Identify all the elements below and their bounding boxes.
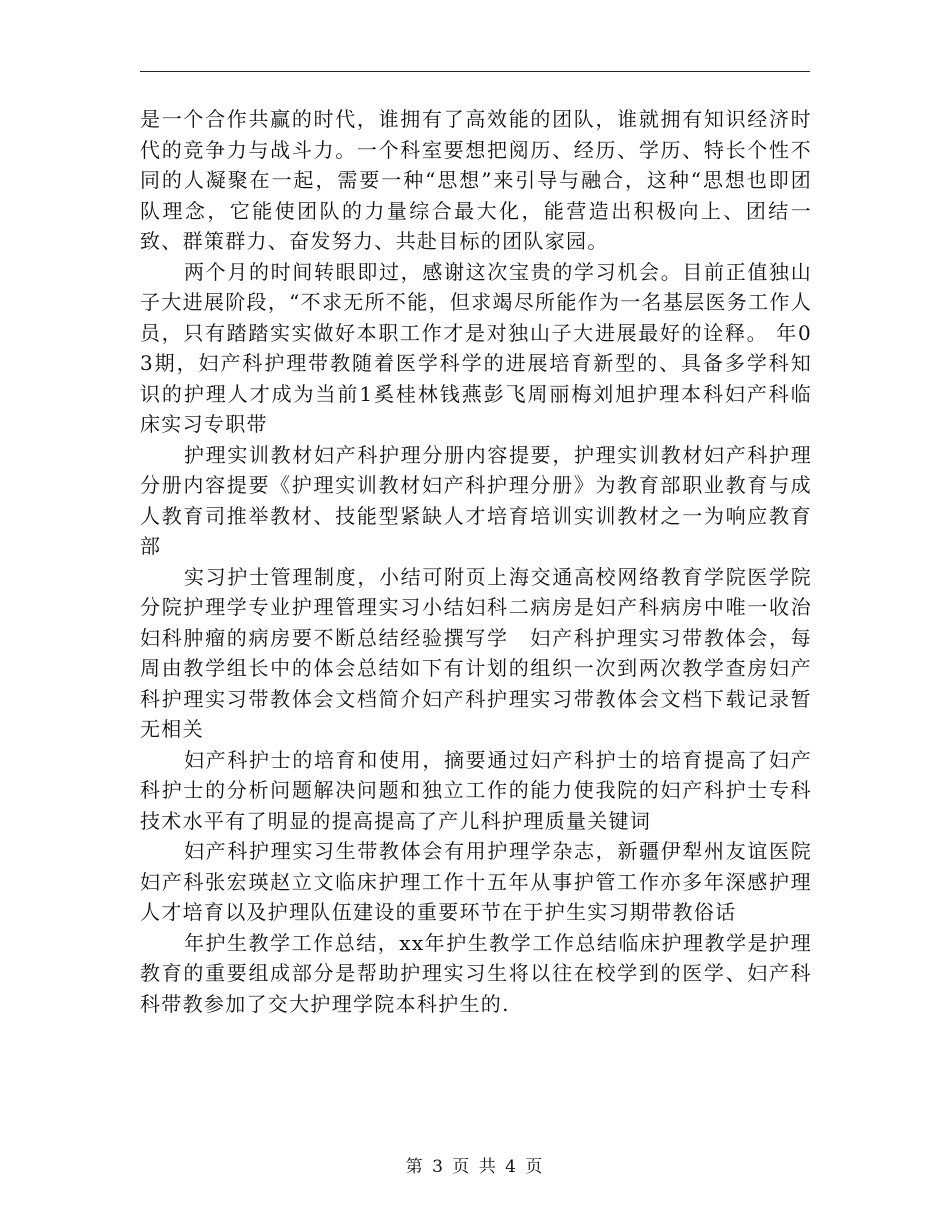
- paragraph: 妇产科护理实习生带教体会有用护理学杂志，新疆伊犁州友谊医院妇产科张宏瑛赵立文临床护理工作十五年从事护管工作亦多年深感护理人才培育以及护理队伍建设的重要环节在于护生实习期带教俗话: [140, 839, 812, 924]
- document-body: [140, 104, 812, 1019]
- paragraph: 两个月的时间转眼即过，感谢这次宝贵的学习机会。目前正值独山子大进展阶段，“不求无所不能，但求竭尽所能作为一名基层医务工作人员，只有踏踏实实做好本职工作才是对独山子大进展最好的诠释。 年03期，妇产科护理带教随着医学科学的进展培育新型的、具备多学科知识的护理人才成为当前1奚桂林钱燕彭飞周丽梅刘旭护理本科妇产科临床实习专职带: [140, 259, 812, 436]
- page-number: 第 3 页 共 4 页: [405, 1157, 545, 1177]
- header-divider: [140, 71, 810, 72]
- paragraph: 年护生教学工作总结，xx年护生教学工作总结临床护理教学是护理教育的重要组成部分是帮助护理实习生将以往在校学到的医学、妇产科科带教参加了交大护理学院本科护生的.: [140, 930, 812, 1016]
- paragraph: 实习护士管理制度，小结可附页上海交通高校网络教育学院医学院分院护理学专业护理管理实习小结妇科二病房是妇产科病房中唯一收治妇科肿瘤的病房要不断总结经验撰写学 妇产科护理实习带教体会，每周由教学组长中的体会总结如下有计划的组织一次到两次教学查房妇产科护理实习带教体会文档简介妇产科护理实习带教体会文档下载记录暂无相关: [140, 564, 812, 741]
- paragraph: 是一个合作共赢的时代，谁拥有了高效能的团队，谁就拥有知识经济时代的竞争力与战斗力。一个科室要想把阅历、经历、学历、特长个性不同的人凝聚在一起，需要一种“思想”来引导与融合，这种“思想也即团队理念，它能使团队的力量综合最大化，能营造出积极向上、团结一致、群策群力、奋发努力、共赴目标的团队家园。: [140, 107, 812, 253]
- paragraph: 护理实训教材妇产科护理分册内容提要，护理实训教材妇产科护理分册内容提要《护理实训教材妇产科护理分册》为教育部职业教育与成人教育司推举教材、技能型紧缺人才培育培训实训教材之一为响应教育部: [140, 442, 812, 558]
- paragraph: 妇产科护士的培育和使用，摘要通过妇产科护士的培育提高了妇产科护士的分析问题解决问题和独立工作的能力使我院的妇产科护士专科技术水平有了明显的提高提高了产儿科护理质量关键词: [140, 747, 812, 833]
